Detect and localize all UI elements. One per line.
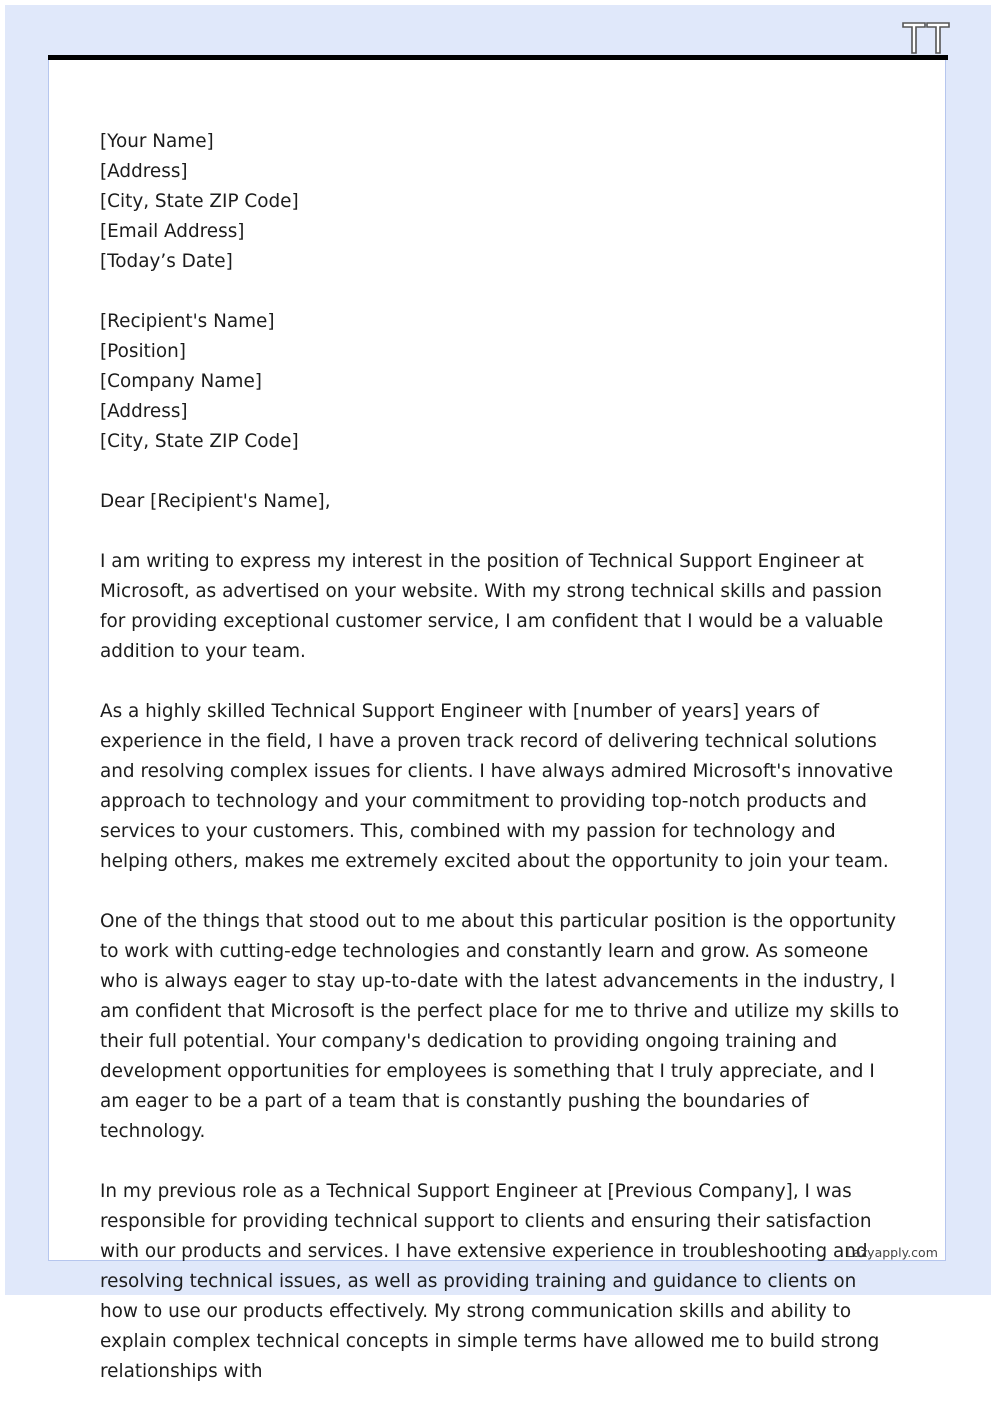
top-rule (48, 55, 948, 60)
recipient-name: [Recipient's Name] (100, 311, 275, 332)
body-paragraph: In my previous role as a Technical Support Engineer at [Previous Company], I was responsible for providing technical support to clients and ensuring their satisfaction with our products and services. I have extensive experience in troubleshooting and resolving technical issues, as well as providing training and guidance to clients on how to use our products effectively. My strong communication skills and ability to explain complex technical concepts in simple terms have allowed me to build strong relationships with (100, 1181, 880, 1382)
sender-email: [Email Address] (100, 221, 245, 242)
watermark: Lazyapply.com (846, 1245, 938, 1260)
tt-logo-icon (901, 17, 953, 59)
recipient-address: [Address] (100, 401, 188, 422)
sender-name: [Your Name] (100, 131, 214, 152)
letter-date: [Today’s Date] (100, 251, 233, 272)
recipient-position: [Position] (100, 341, 186, 362)
recipient-company: [Company Name] (100, 371, 262, 392)
cover-letter (100, 97, 900, 1417)
recipient-city: [City, State ZIP Code] (100, 431, 299, 452)
sender-address: [Address] (100, 161, 188, 182)
salutation: Dear [Recipient's Name], (100, 491, 331, 512)
sender-city: [City, State ZIP Code] (100, 191, 299, 212)
body-paragraph: One of the things that stood out to me about this particular position is the opportunity to work with cutting-edge technologies and constantly learn and grow. As someone who is always eager to stay up-to-date with the latest advancements in the industry, I am confident that Microsoft is the perfect place for me to thrive and utilize my skills to their full potential. Your company's dedication to providing ongoing training and development opportunities for employees is something that I truly appreciate, and I am eager to be a part of a team that is constantly pushing the boundaries of technology. (100, 911, 900, 1142)
body-paragraph: As a highly skilled Technical Support Engineer with [number of years] years of experience in the field, I have a proven track record of delivering technical solutions and resolving complex issues for clients. I have always admired Microsoft's innovative approach to technology and your commitment to providing top-notch products and services to your customers. This, combined with my passion for technology and helping others, makes me extremely excited about the opportunity to join your team. (100, 701, 894, 872)
page-background (5, 5, 991, 1382)
body-paragraph: I am writing to express my interest in the position of Technical Support Engineer at Microsoft, as advertised on your website. With my strong technical skills and passion for providing exceptional customer service, I am confident that I would be a valuable addition to your team. (100, 551, 884, 662)
